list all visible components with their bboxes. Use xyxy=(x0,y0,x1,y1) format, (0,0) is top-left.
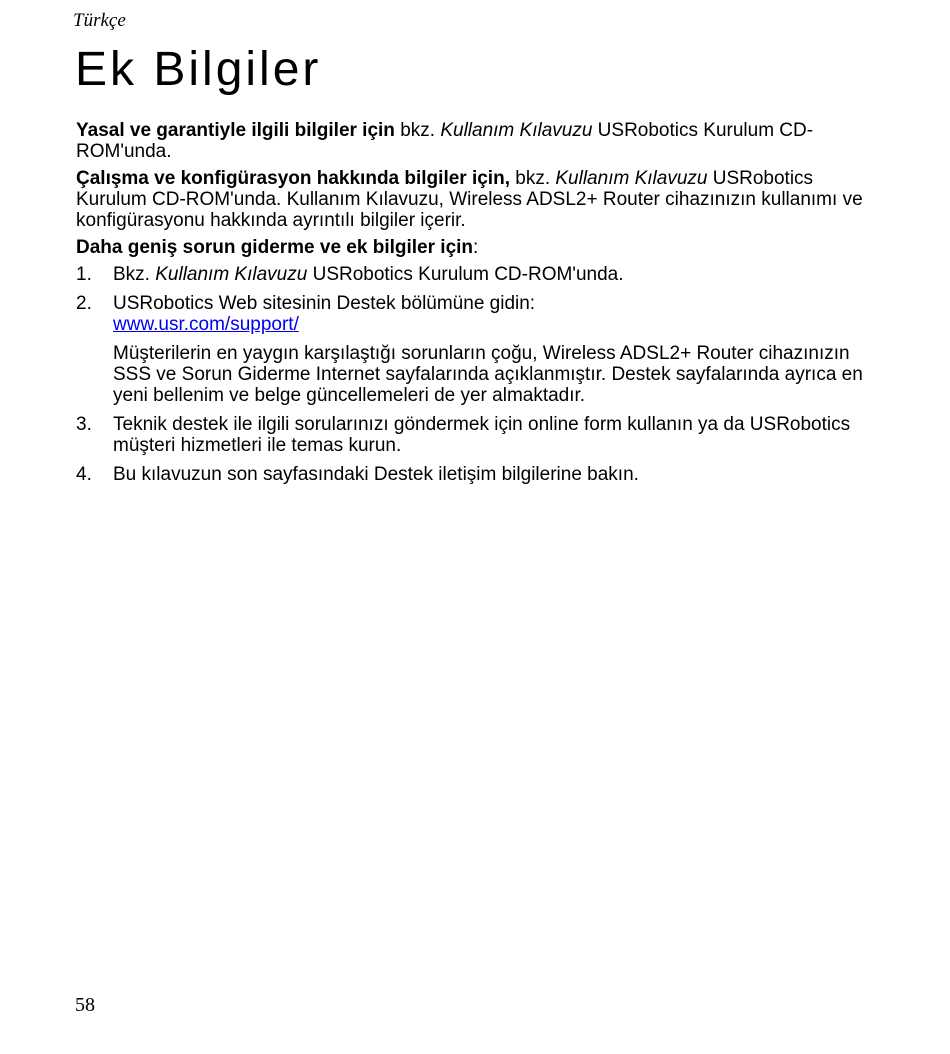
legal-info-bold: Yasal ve garantiyle ilgili bilgiler için xyxy=(76,120,395,141)
page-title: Ek Bilgiler xyxy=(75,43,322,96)
step-number: 1. xyxy=(76,264,92,285)
troubleshooting-colon: : xyxy=(473,237,479,258)
step-number: 3. xyxy=(76,414,92,435)
header-language: Türkçe xyxy=(73,10,126,31)
configuration-info-text-1: bkz. xyxy=(509,168,556,189)
step-text-1: USRobotics Web sitesinin Destek bölümüne gidin: xyxy=(113,293,536,314)
legal-info-paragraph xyxy=(76,120,876,162)
step-text xyxy=(113,264,876,285)
configuration-info-text-2: USRobotics Kurulum CD-ROM'unda. Kullanım Kılavuzu, Wireless ADSL2+ Router cihazınızın kullanımı ve konfigürasyonu hakkında ayrıntılı bilgiler içerir. xyxy=(76,168,863,231)
step-italic: Kullanım Kılavuzu xyxy=(155,264,308,285)
configuration-info-italic: Kullanım Kılavuzu xyxy=(555,168,708,189)
legal-info-text-1: bkz. xyxy=(394,120,441,141)
step-text xyxy=(113,293,876,335)
list-item xyxy=(76,293,876,406)
configuration-info-paragraph xyxy=(76,168,876,231)
legal-info-italic: Kullanım Kılavuzu xyxy=(440,120,593,141)
list-item xyxy=(76,264,876,285)
step-text-2: USRobotics Kurulum CD-ROM'unda. xyxy=(307,264,624,285)
step-text-1: Bkz. xyxy=(113,264,156,285)
troubleshooting-heading xyxy=(76,237,876,258)
support-link[interactable]: www.usr.com/support/ xyxy=(113,314,299,335)
step-subtext: Müşterilerin en yaygın karşılaştığı sorunların çoğu, Wireless ADSL2+ Router cihazınızın SSS ve Sorun Giderme Internet sayfalarında açıklanmıştır. Destek sayfalarında ayrıca en yeni bellenim ve belge güncellemeleri de yer almaktadır. xyxy=(113,343,863,406)
step-text: Teknik destek ile ilgili sorularınızı göndermek için online form kullanın ya da USRobotics müşteri hizmetleri ile temas kurun. xyxy=(113,414,851,456)
troubleshooting-bold: Daha geniş sorun giderme ve ek bilgiler için xyxy=(76,237,474,258)
configuration-info-bold: Çalışma ve konfigürasyon hakkında bilgiler için, xyxy=(76,168,510,189)
page-number: 58 xyxy=(75,994,95,1016)
step-number: 2. xyxy=(76,293,92,314)
step-text: Bu kılavuzun son sayfasındaki Destek iletişim bilgilerine bakın. xyxy=(113,464,639,485)
step-number: 4. xyxy=(76,464,92,485)
legal-info-text-2: USRobotics Kurulum CD-ROM'unda. xyxy=(76,120,814,162)
list-item xyxy=(76,414,876,456)
document-body xyxy=(76,120,876,493)
steps-list xyxy=(76,264,876,485)
list-item xyxy=(76,464,876,485)
